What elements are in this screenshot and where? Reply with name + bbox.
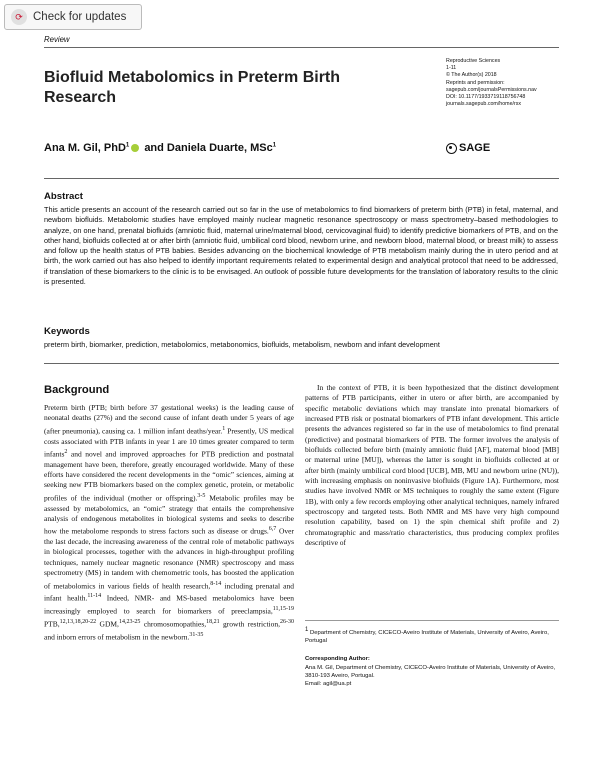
corresponding-author-heading: Corresponding Author: — [305, 656, 370, 663]
abstract-heading: Abstract — [44, 191, 83, 202]
corresponding-author-email[interactable]: Email: agil@ua.pt — [305, 680, 352, 687]
citation[interactable]: 31-35 — [189, 631, 204, 638]
journal-name: Reproductive Sciences — [446, 58, 501, 64]
affiliation-block — [305, 626, 559, 688]
sage-logo — [446, 142, 490, 154]
citation[interactable]: 11-14 — [87, 593, 102, 600]
author-1: Ana M. Gil, PhD — [44, 142, 126, 154]
sage-logo-text: SAGE — [459, 142, 491, 154]
journal-copyright: © The Author(s) 2018 — [446, 72, 497, 79]
affiliation-text: $^1$ Department of Chemistry, CICECO-Aveiro Institute of Materials, University of Aveiro, Aveiro, Portugal — [305, 627, 549, 645]
corresponding-author-text: Ana M. Gil, Department of Chemistry, CICECO-Aveiro Institute of Materials, University of Aveiro, 3810-193 Aveiro, Portugal. — [305, 664, 556, 679]
citation[interactable]: 11,15-19 — [272, 606, 294, 613]
citation[interactable]: 18,21 — [206, 619, 220, 626]
citation[interactable]: 3-5 — [197, 492, 206, 499]
background-column-right — [305, 383, 559, 549]
journal-pages: 1-11 — [446, 65, 457, 72]
update-icon: ⟳ — [11, 9, 27, 25]
background-paragraph-2: In the context of PTB, it is been hypothesized that the distinct development patterns of PTB participants, either in utero or after birth, are accompanied by specific metabolic deviations which may translate into prenatal biomarkers of increased PTB risk or postnatal biomarkers of PTB infant development. This article presents the advances registered so far in the use of metabolomics to find prenatal (predictive) and postnatal biomarkers of PTB. The former involves the analysis of biofluids collected before birth (mainly amniotic fluid [AF], maternal blood [MB] or maternal urine [MU]), whereas the latter is sought in biofluids collected at or after birth (mainly umbilical cord blood [UCB], MB, MU and newborn urine (NU)), with increasing emphasis on noninvasive biofluids (Figure 1A). Furthermore, most studies have involved NMR or MS techniques to roughly the same extent (Figure 1B), with only a few records employing other analytical techniques, namely infrared spectroscopy and targeted tests. Both NMR and MS have very high compound resolution capability, based on 1) the spin chemical shift profile and 2) chromatographic and mass/ratio characteristics, thus producing complex profiles descriptive of — [305, 383, 559, 548]
abstract-text: This article presents an account of the research carried out so far in the use of metabolomics to find biomarkers of preterm birth (PTB) in fetal, maternal, and newborn biofluids. Metabolomic studies have employed mainly nuclear magnetic resonance spectroscopy or mass spectrometry–based methodologies to analyze, on one hand, prenatal biofluids (amniotic fluid, maternal urine/maternal blood, cervicovaginal fluid) to identify predictive biomarkers of PTB, and on the other hand, biofluids collected at or after birth (amniotic fluid, umbilical cord blood, newborn urine, and newborn blood, maternal blood, or breast milk) to assess and follow up the health status of PTB babies. Besides advancing on the biochemical knowledge of PTB metabolism mainly during the in utero period and at birth, the work carried out has also helped to identify important requirements related to experimental design and analytical protocol that need to be addressed, if translation of these biomarkers to the clinic is to be envisaged. An outlook of possible future developments for the translation of laboratory results to the clinic is presented. — [44, 205, 558, 287]
abstract-top-rule — [44, 178, 559, 179]
background-heading: Background — [44, 384, 110, 396]
article-title: Biofluid Metabolomics in Preterm Birth Research — [44, 69, 341, 106]
header-rule — [44, 47, 559, 48]
citation[interactable]: 12,13,18,20-22 — [59, 619, 97, 626]
affiliation-rule — [305, 620, 559, 621]
citation[interactable]: 8-14 — [210, 580, 222, 587]
background-column-left — [44, 403, 294, 643]
orcid-icon[interactable] — [131, 144, 139, 152]
author-1-affil: 1 — [125, 142, 130, 149]
journal-home-link[interactable]: journals.sagepub.com/home/rsx — [446, 101, 522, 108]
journal-doi[interactable]: DOI: 10.1177/1933719118756748 — [446, 94, 526, 101]
sage-logo-icon — [446, 143, 457, 154]
check-for-updates-label: Check for updates — [33, 11, 127, 23]
citation[interactable]: 14,23-25 — [118, 619, 141, 626]
citation[interactable]: 2 — [64, 448, 68, 455]
keywords-text: preterm birth, biomarker, prediction, metabolomics, metabonomics, biofluids, metabolism, newborn and infant development — [44, 340, 440, 349]
citation[interactable]: 6,7 — [268, 526, 277, 533]
author-2: and Daniela Duarte, MSc — [144, 142, 273, 154]
journal-info — [446, 58, 576, 108]
keywords-heading: Keywords — [44, 326, 90, 337]
background-paragraph-1: Preterm birth (PTB; birth before 37 gestational weeks) is the leading cause of neonatal deaths (27%) and the second cause of infant death under 5 years of age (after pneumonia), causing ca. 1 million infant deaths/year.$^1$ Presently, US medical costs associated with PTB infants in year 1 are 10 times greater compared to term infants$^2$ and novel and improved approaches for PTB prediction and postnatal management have been, therefore, greatly encouraged worldwide. Many of these efforts have considered the recent developments in the “omic” sciences, aiming at seeking new PTB biomarkers based on the complex genetic, protein, or metabolic profiles of the individual (mother or offspring).$^{3-5}$ Metabolic profiles may be assessed by metabolomics, an “omic” strategy that entails the comprehensive analysis of endogenous metabolites in biological systems and seeks to describe how the metabolome responds to stress factors such as disease or drugs.$^{6,7}$ Over the last decade, the increasing awareness of the central role of metabolic pathways in biological processes, together with the advances in high-throughput profiling techniques, namely nuclear magnetic resonance (NMR) spectroscopy and mass spectrometry (MS) in tandem with chemometric tools, has boosted the application of metabolomics in various fields of health research,$^{8-14}$ including prenatal and infant health.$^{11-14}$ Indeed, NMR- and MS-based metabolomics have been increasingly employed to search for biomarkers of preeclampsia,$^{11,15-19}$ PTB,$^{12,13,18,20-22}$ GDM,$^{14,23-25}$ chromosomopathies,$^{18,21}$ growth restriction,$^{26-30}$ and inborn errors of metabolism in the newborn.$^{31-35}$ — [44, 403, 294, 642]
citation[interactable]: 26-30 — [280, 619, 294, 626]
abstract-bottom-rule — [44, 363, 559, 364]
journal-permissions-link[interactable]: sagepub.com/journalsPermissions.nav — [446, 86, 537, 93]
citation[interactable]: 1 — [222, 425, 226, 432]
author-2-affil: 1 — [272, 142, 277, 149]
author-line — [44, 142, 276, 154]
check-for-updates-badge[interactable] — [4, 4, 142, 30]
section-label: Review — [44, 35, 70, 44]
journal-reprints: Reprints and permission: — [446, 79, 505, 86]
